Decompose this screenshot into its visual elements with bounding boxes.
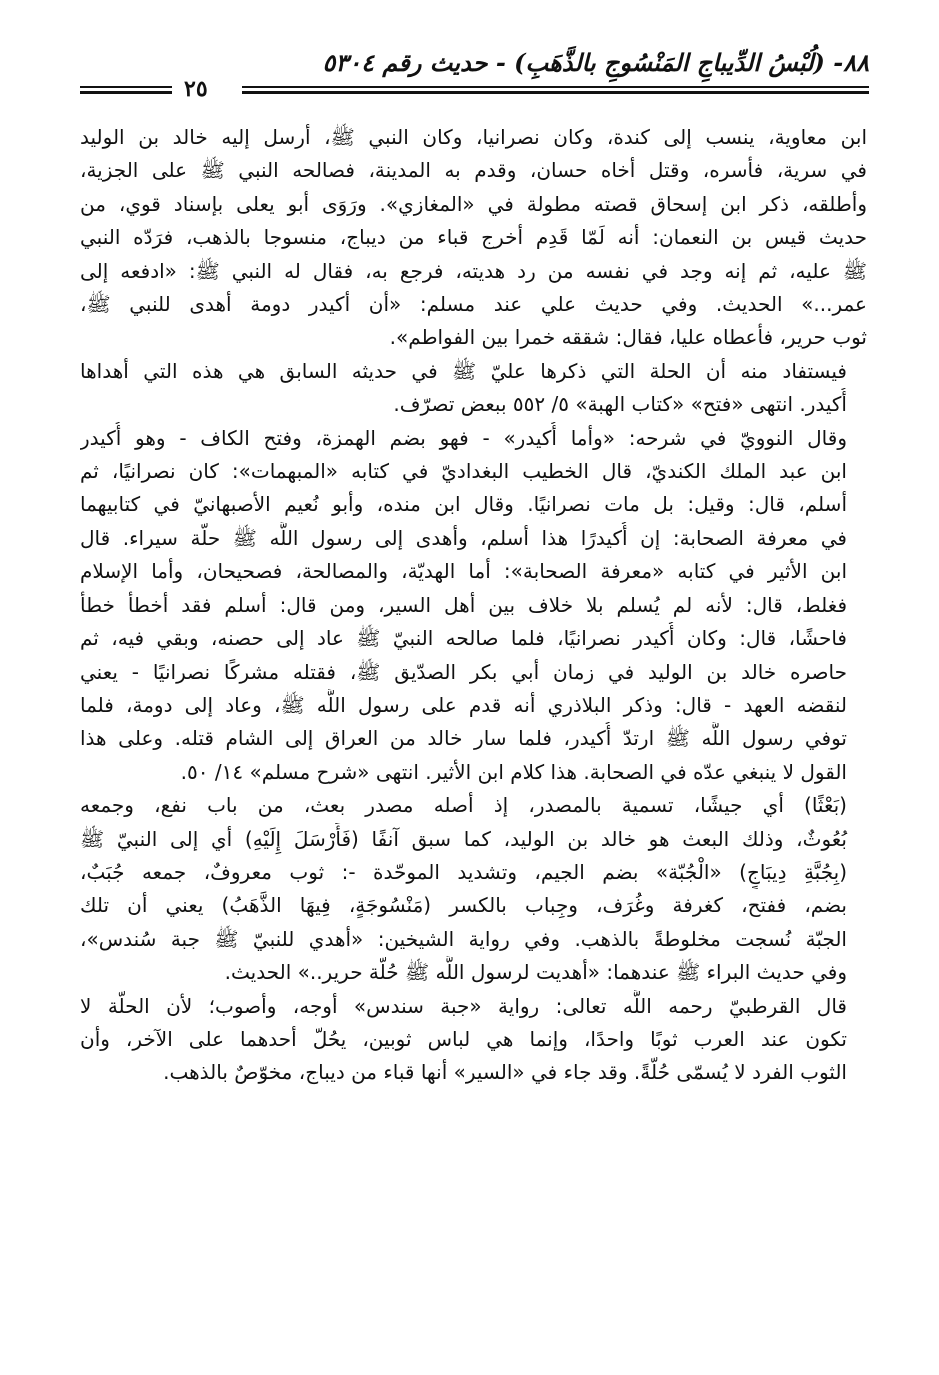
text-line: قال القرطبيّ رحمه اللَّه تعالى: رواية «جبة سندس» أوجه، وأصوب؛ لأن الحلّة لا bbox=[80, 993, 847, 1018]
text-line: ﷺ عليه، ثم إنه وجد في نفسه من رد هديته، فرجع به، فقال له النبي ﷺ: «ادفعه إلى bbox=[80, 258, 867, 283]
text-line: حاصره خالد بن الوليد في زمان أبي بكر الصدّيق ﷺ، فقتله مشركًا نصرانيًا - يعني bbox=[80, 659, 847, 684]
text-line: أُكيدر. انتهى «فتح» «كتاب الهبة» ٥/ ٥٥٢ ببعض تصرّف. bbox=[393, 392, 847, 417]
text-line: ابن معاوية، ينسب إلى كندة، وكان نصرانيا، وكان النبي ﷺ، أرسل إليه خالد بن الوليد bbox=[80, 125, 867, 149]
text-line: (بَعْثًا) أي جيشًا، تسمية بالمصدر، إذ أصله مصدر بعث، من باب نفع، وجمعه bbox=[80, 793, 847, 818]
paragraph bbox=[80, 121, 867, 355]
text-line: وقال النوويّ في شرحه: «وأما أُكيدر» - فهو بضم الهمزة، وفتح الكاف - وهو أُكيدر bbox=[80, 425, 847, 450]
text-line: بُعُوثٌ، وذلك البعث هو خالد بن الوليد، كما سبق آنفًا (فَأَرْسَلَ إِلَيْهِ) أي إلى النبيّ ﷺ bbox=[80, 826, 847, 851]
text-line: (بِجُبَّةِ دِيبَاجٍ) «الْجُبّة» بضم الجيم، وتشديد الموحّدة -: ثوب معروفٌ، جمعه جُبَبٌ، bbox=[80, 859, 847, 884]
text-line: توفي رسول اللَّه ﷺ ارتدّ أُكيدر، فلما سار خالد من العراق إلى الشام قتله. وعلى هذا bbox=[80, 726, 847, 751]
text-line: تكون عند العرب ثوبًا واحدًا، وإنما هي لباس ثوبين، يحُلّ أحدهما على الآخر، وأن bbox=[80, 1026, 847, 1051]
text-line: لنقضه العهد - قال: وذكر البلاذري أنه قدم على رسول اللَّه ﷺ، وعاد إلى دومة، فلما bbox=[80, 692, 847, 717]
page-number: ٢٥ bbox=[184, 76, 208, 102]
text-line: فيستفاد منه أن الحلة التي ذكرها عليّ ﷺ في حديثه السابق هي هذه التي أهداها bbox=[80, 358, 847, 383]
page-number-rule bbox=[80, 91, 172, 94]
text-line: ثوب حرير، فأعطاه عليا، فقال: شققه خمرا بين الفواطم». bbox=[389, 325, 867, 350]
text-line: بضم، ففتح، كغرفة وغُرَف، وجِباب بالكسر (مَنْسُوجَةٍ، فِيهَا الذَّهَبُ) يعني أن تلك bbox=[80, 893, 847, 918]
text-line: وفي حديث البراء ﷺ عندهما: «أهديت لرسول اللَّه ﷺ حُلّة حرير..» الحديث. bbox=[224, 960, 847, 985]
text-line: فاحشًا، قال: وكان أُكيدر نصرانيًا، فلما صالحه النبيّ ﷺ عاد إلى حصنه، وبقي فيه، ثم bbox=[80, 626, 847, 651]
text-line: في معرفة الصحابة: إن أُكيدرًا هذا أسلم، وأهدى إلى رسول اللَّه ﷺ حلّة سيراء. قال bbox=[80, 525, 847, 550]
text-line: عمر...» الحديث. وفي حديث علي عند مسلم: «أن أكيدر دومة أهدى للنبي ﷺ، bbox=[80, 292, 867, 317]
page-header bbox=[80, 40, 869, 102]
text-line: فغلط، قال: لأنه لم يُسلم بلا خلاف بين أهل السير، ومن قال: أسلم فقد أخطأ خطأ bbox=[80, 592, 847, 617]
chapter-title: ٨٨- (لُبْسُ الدِّيباجِ المَنْسُوجِ بالذَّهَبِ) - حديث رقم ٥٣٠٤ bbox=[322, 48, 869, 77]
paragraph bbox=[80, 355, 867, 422]
paragraph bbox=[80, 422, 867, 789]
text-line: ابن الأثير في كتابه «معرفة الصحابة»: أما الهديّة، والمصالحة، فصحيحان، وأما الإسلام bbox=[80, 559, 847, 584]
header-rule bbox=[242, 86, 869, 88]
text-line: وأطلقه، ذكر ابن إسحاق قصته مطولة في «المغازي». ورَوَى أبو يعلى بإسناد قوي، من bbox=[80, 191, 867, 216]
header-rule bbox=[242, 91, 869, 94]
body-text bbox=[80, 121, 867, 1090]
text-line: حديث قيس بن النعمان: أنه لَمّا قَدِم أخرج قباء من ديباج، منسوجا بالذهب، فرَدّه النبي bbox=[80, 225, 867, 250]
text-line: ابن عبد الملك الكنديّ، قال الخطيب البغداديّ في كتابه «المبهمات»: كان نصرانيًا، ثم bbox=[80, 459, 847, 484]
page-number-rule bbox=[80, 86, 172, 88]
text-line: الجبّة نُسجت مخلوطةً بالذهب. وفي رواية الشيخين: «أهدي للنبيّ ﷺ جبة سُندس»، bbox=[80, 926, 847, 951]
text-line: القول لا ينبغي عدّه في الصحابة. هذا كلام ابن الأثير. انتهى «شرح مسلم» ١٤/ ٥٠. bbox=[180, 759, 847, 784]
paragraph bbox=[80, 990, 867, 1090]
text-line: في سرية، فأسره، وقتل أخاه حسان، وقدم به المدينة، فصالحه النبي ﷺ على الجزية، bbox=[80, 158, 867, 183]
text-line: الثوب الفرد لا يُسمّى حُلّةً. وقد جاء في «السير» أنها قباء من ديباج، مخوّصٌ بالذهب. bbox=[163, 1060, 847, 1085]
text-line: أسلم، قال: وقيل: بل مات نصرانيًا. وقال ابن منده، وأبو نُعيم الأصبهانيّ في كتابيهما bbox=[80, 492, 847, 517]
paragraph bbox=[80, 789, 867, 989]
